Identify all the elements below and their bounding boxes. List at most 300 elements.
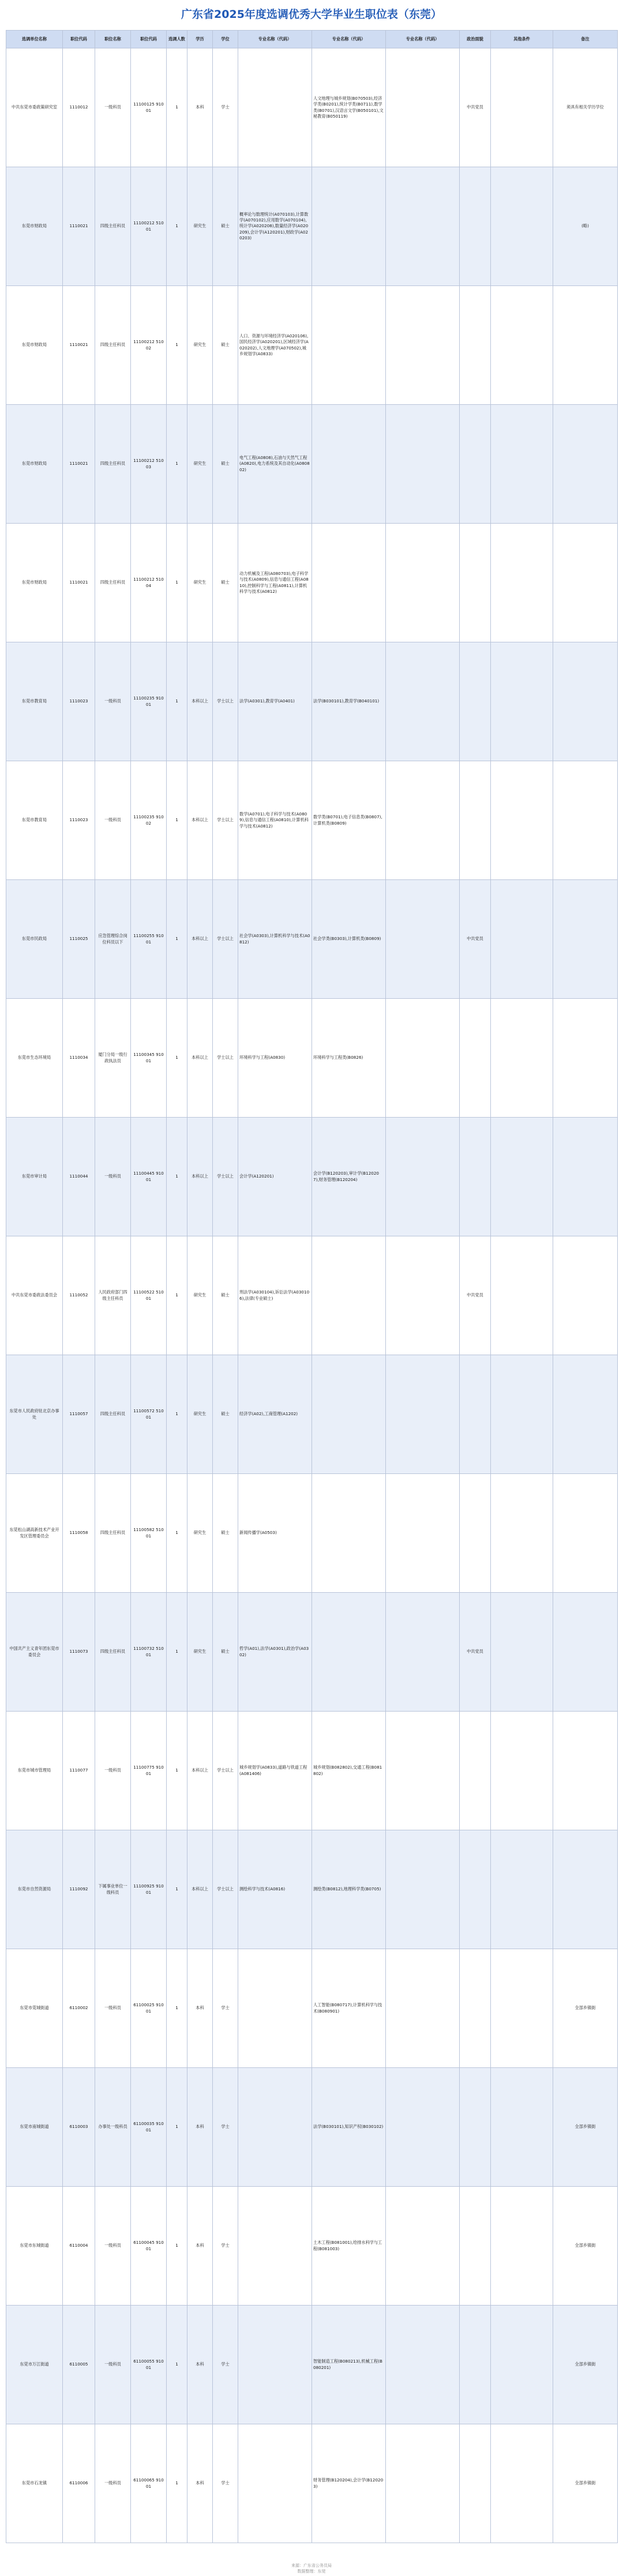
cell-m2: 法学(B030101),知识产权(B030102) — [312, 2068, 386, 2187]
cell-org: 东莞市城市管理局 — [6, 1712, 63, 1830]
cell-pos: 一级科员 — [95, 761, 131, 880]
cell-m1: 动力机械及工程(A080703),电子科学与技术(A0809),信息与通信工程(A0810),控制科学与工程(A0811),计算机科学与技术(A0812) — [238, 524, 312, 642]
table-row — [6, 167, 618, 286]
cell-code: 6110004 — [63, 2187, 95, 2306]
table-row — [6, 642, 618, 761]
cell-num: 1 — [167, 1474, 187, 1593]
cell-m2 — [312, 405, 386, 524]
cell-note — [553, 286, 618, 405]
table-row — [6, 2306, 618, 2424]
cell-org: 东莞市教育局 — [6, 761, 63, 880]
cell-pos: 四级主任科员 — [95, 1593, 131, 1712]
cell-m3 — [386, 880, 460, 999]
cell-num: 1 — [167, 1355, 187, 1474]
cell-code: 1110092 — [63, 1830, 95, 1949]
column-header: 专业名称（代码） — [386, 31, 460, 48]
cell-m3 — [386, 999, 460, 1118]
cell-edu: 研究生 — [187, 1355, 213, 1474]
cell-num: 1 — [167, 48, 187, 167]
cell-edu: 研究生 — [187, 1236, 213, 1355]
cell-note: 全部乡镇街 — [553, 2068, 618, 2187]
table-row — [6, 1949, 618, 2068]
cell-org: 东莞市财政局 — [6, 286, 63, 405]
cell-note — [553, 761, 618, 880]
table-row — [6, 1236, 618, 1355]
cell-deg: 学士 — [213, 2187, 238, 2306]
cell-m1 — [238, 2424, 312, 2543]
cell-m1 — [238, 2187, 312, 2306]
cell-pol — [460, 524, 491, 642]
cell-note — [553, 1830, 618, 1949]
footer — [0, 2563, 623, 2574]
cell-code: 1110058 — [63, 1474, 95, 1593]
cell-deg: 学士 — [213, 2306, 238, 2424]
cell-note — [553, 880, 618, 999]
cell-org: 东莞市财政局 — [6, 167, 63, 286]
cell-pol — [460, 2187, 491, 2306]
table-row — [6, 1593, 618, 1712]
cell-m2: 测绘类(B0812),地理科学类(B0705) — [312, 1830, 386, 1949]
cell-note — [553, 999, 618, 1118]
cell-pos: 一级科员 — [95, 1118, 131, 1236]
cell-poscode: 11100775 91001 — [131, 1712, 167, 1830]
cell-m2: 人工智能(B080717),计算机科学与技术(B080901) — [312, 1949, 386, 2068]
cell-other — [491, 1355, 553, 1474]
cell-org: 中国共产主义青年团东莞市委员会 — [6, 1593, 63, 1712]
cell-pos: 一级科员 — [95, 2424, 131, 2543]
cell-poscode: 61100055 91001 — [131, 2306, 167, 2424]
cell-edu: 本科以上 — [187, 999, 213, 1118]
cell-num: 1 — [167, 405, 187, 524]
cell-deg: 学士 — [213, 2068, 238, 2187]
cell-other — [491, 405, 553, 524]
positions-table — [6, 30, 618, 2543]
cell-poscode: 61100045 91001 — [131, 2187, 167, 2306]
cell-org: 东莞市自然资源局 — [6, 1830, 63, 1949]
cell-num: 1 — [167, 1593, 187, 1712]
cell-note — [553, 405, 618, 524]
cell-poscode: 11100445 91001 — [131, 1118, 167, 1236]
cell-deg: 学士以上 — [213, 1830, 238, 1949]
cell-org: 东莞市石龙镇 — [6, 2424, 63, 2543]
cell-num: 1 — [167, 1712, 187, 1830]
cell-deg: 学士以上 — [213, 999, 238, 1118]
cell-poscode: 11100582 51001 — [131, 1474, 167, 1593]
column-header: 职位名称 — [95, 31, 131, 48]
cell-m2 — [312, 167, 386, 286]
cell-m3 — [386, 48, 460, 167]
cell-org: 东莞市生态环境局 — [6, 999, 63, 1118]
table-row — [6, 999, 618, 1118]
cell-poscode: 61100025 91001 — [131, 1949, 167, 2068]
column-header: 选调单位名称 — [6, 31, 63, 48]
table-body — [6, 48, 618, 2543]
cell-m3 — [386, 2306, 460, 2424]
cell-pol: 中共党员 — [460, 880, 491, 999]
cell-pos: 一级科员 — [95, 642, 131, 761]
cell-m2: 社会学类(B0303),计算机类(B0809) — [312, 880, 386, 999]
cell-m3 — [386, 2187, 460, 2306]
cell-poscode: 11100572 51001 — [131, 1355, 167, 1474]
cell-note — [553, 1355, 618, 1474]
cell-code: 1110025 — [63, 880, 95, 999]
cell-code: 1110012 — [63, 48, 95, 167]
cell-pol — [460, 761, 491, 880]
cell-deg: 学士 — [213, 48, 238, 167]
cell-pol: 中共党员 — [460, 48, 491, 167]
cell-deg: 学士以上 — [213, 642, 238, 761]
cell-num: 1 — [167, 2306, 187, 2424]
cell-deg: 硕士 — [213, 167, 238, 286]
cell-code: 6110005 — [63, 2306, 95, 2424]
cell-poscode: 11100345 91001 — [131, 999, 167, 1118]
column-header: 学位 — [213, 31, 238, 48]
cell-m1: 城乡规划学(A0833),道路与铁道工程(A081406) — [238, 1712, 312, 1830]
cell-note — [553, 1593, 618, 1712]
cell-org: 东莞市审计局 — [6, 1118, 63, 1236]
cell-num: 1 — [167, 1830, 187, 1949]
cell-org: 东莞市财政局 — [6, 524, 63, 642]
cell-deg: 硕士 — [213, 524, 238, 642]
table-row — [6, 1712, 618, 1830]
cell-num: 1 — [167, 642, 187, 761]
cell-note: 全部乡镇街 — [553, 2187, 618, 2306]
cell-m2 — [312, 1593, 386, 1712]
cell-pol — [460, 286, 491, 405]
cell-other — [491, 1949, 553, 2068]
cell-other — [491, 1593, 553, 1712]
cell-edu: 本科以上 — [187, 880, 213, 999]
cell-other — [491, 999, 553, 1118]
cell-edu: 研究生 — [187, 167, 213, 286]
cell-other — [491, 1712, 553, 1830]
cell-other — [491, 2306, 553, 2424]
cell-m1: 环境科学与工程(A0830) — [238, 999, 312, 1118]
cell-deg: 学士以上 — [213, 761, 238, 880]
column-header: 专业名称（代码） — [238, 31, 312, 48]
footer-line: 来源：广东省公务员局 — [291, 2563, 332, 2568]
cell-m2 — [312, 524, 386, 642]
cell-m1: 测绘科学与技术(A0816) — [238, 1830, 312, 1949]
cell-pol: 中共党员 — [460, 1236, 491, 1355]
cell-pos: 下属事业单位一级科员 — [95, 1830, 131, 1949]
cell-deg: 学士以上 — [213, 1118, 238, 1236]
cell-code: 1110073 — [63, 1593, 95, 1712]
cell-org: 东莞市财政局 — [6, 405, 63, 524]
cell-m2: 财务管理(B120204),会计学(B120203) — [312, 2424, 386, 2543]
cell-edu: 本科 — [187, 2068, 213, 2187]
cell-other — [491, 1830, 553, 1949]
cell-m1: 刑法学(A030104),诉讼法学(A030106),法律(专业硕士) — [238, 1236, 312, 1355]
cell-m1: 经济学(A02),工商管理(A1202) — [238, 1355, 312, 1474]
cell-other — [491, 642, 553, 761]
cell-other — [491, 167, 553, 286]
table-row — [6, 524, 618, 642]
cell-note — [553, 1474, 618, 1593]
cell-m3 — [386, 1949, 460, 2068]
cell-poscode: 11100732 51001 — [131, 1593, 167, 1712]
cell-org: 东莞市南城街道 — [6, 2068, 63, 2187]
cell-num: 1 — [167, 1118, 187, 1236]
cell-pol — [460, 405, 491, 524]
cell-code: 1110052 — [63, 1236, 95, 1355]
column-header: 职位代码 — [63, 31, 95, 48]
cell-num: 1 — [167, 880, 187, 999]
cell-edu: 本科以上 — [187, 1712, 213, 1830]
cell-other — [491, 880, 553, 999]
table-row — [6, 1474, 618, 1593]
cell-m1: 社会学(A0303),计算机科学与技术(A0812) — [238, 880, 312, 999]
cell-num: 1 — [167, 999, 187, 1118]
cell-code: 6110006 — [63, 2424, 95, 2543]
cell-pos: 四级主任科员 — [95, 167, 131, 286]
cell-edu: 研究生 — [187, 524, 213, 642]
cell-note: 全部乡镇街 — [553, 2424, 618, 2543]
table-row — [6, 2068, 618, 2187]
cell-pos: 四级主任科员 — [95, 286, 131, 405]
cell-m3 — [386, 286, 460, 405]
cell-pol — [460, 1474, 491, 1593]
cell-org: 东莞市万江街道 — [6, 2306, 63, 2424]
cell-other — [491, 2187, 553, 2306]
cell-pos: 应急管理综合岗位科员以下 — [95, 880, 131, 999]
cell-code: 1110023 — [63, 642, 95, 761]
column-header: 备注 — [553, 31, 618, 48]
cell-edu: 研究生 — [187, 1593, 213, 1712]
cell-edu: 本科 — [187, 48, 213, 167]
cell-pos: 四级主任科员 — [95, 1355, 131, 1474]
table-row — [6, 1118, 618, 1236]
cell-pol — [460, 167, 491, 286]
cell-m2 — [312, 1355, 386, 1474]
cell-pos: 办事处一级科员 — [95, 2068, 131, 2187]
cell-m2: 城乡规划(B082802),交通工程(B081802) — [312, 1712, 386, 1830]
cell-num: 1 — [167, 1949, 187, 2068]
cell-deg: 硕士 — [213, 405, 238, 524]
cell-poscode: 11100212 51001 — [131, 167, 167, 286]
cell-num: 1 — [167, 2187, 187, 2306]
cell-pos: 厦门分局一级行政执法员 — [95, 999, 131, 1118]
cell-m2: 会计学(B120203),审计学(B120207),财务管理(B120204) — [312, 1118, 386, 1236]
cell-deg: 学士以上 — [213, 880, 238, 999]
cell-edu: 研究生 — [187, 1474, 213, 1593]
table-row — [6, 286, 618, 405]
cell-m2: 土木工程(B081001),给排水科学与工程(B081003) — [312, 2187, 386, 2306]
cell-poscode: 11100212 51004 — [131, 524, 167, 642]
cell-other — [491, 2424, 553, 2543]
cell-num: 1 — [167, 761, 187, 880]
cell-note — [553, 1118, 618, 1236]
cell-pol — [460, 2424, 491, 2543]
cell-num: 1 — [167, 2068, 187, 2187]
cell-m2: 智能制造工程(B080213),机械工程(B080201) — [312, 2306, 386, 2424]
cell-note — [553, 642, 618, 761]
cell-edu: 本科 — [187, 1949, 213, 2068]
cell-m1 — [238, 2306, 312, 2424]
cell-pos: 一级科员 — [95, 1712, 131, 1830]
cell-m3 — [386, 405, 460, 524]
table-row — [6, 48, 618, 167]
table-row — [6, 1355, 618, 1474]
cell-note — [553, 1712, 618, 1830]
cell-other — [491, 286, 553, 405]
cell-code: 1110021 — [63, 286, 95, 405]
cell-edu: 本科以上 — [187, 1118, 213, 1236]
cell-org: 中共东莞市委政策研究室 — [6, 48, 63, 167]
cell-other — [491, 1118, 553, 1236]
cell-m1: 概率论与数理统计(A070103),计算数学(A070102),应用数学(A070104),统计学(A020208),数量经济学(A020209),会计学(A120201),财政学(A020203) — [238, 167, 312, 286]
cell-m3 — [386, 524, 460, 642]
cell-m3 — [386, 1236, 460, 1355]
table-row — [6, 1830, 618, 1949]
table-row — [6, 761, 618, 880]
header-row — [6, 31, 618, 48]
table-row — [6, 2424, 618, 2543]
cell-deg: 硕士 — [213, 1236, 238, 1355]
cell-poscode: 61100065 91001 — [131, 2424, 167, 2543]
cell-pos: 一级科员 — [95, 48, 131, 167]
cell-edu: 本科以上 — [187, 761, 213, 880]
cell-org: 东莞松山湖高新技术产业开发区管理委员会 — [6, 1474, 63, 1593]
cell-pos: 四级主任科员 — [95, 524, 131, 642]
cell-pos: 四级主任科员 — [95, 405, 131, 524]
cell-pol — [460, 999, 491, 1118]
cell-deg: 硕士 — [213, 1593, 238, 1712]
cell-num: 1 — [167, 167, 187, 286]
cell-pol — [460, 642, 491, 761]
column-header: 学历 — [187, 31, 213, 48]
cell-code: 1110023 — [63, 761, 95, 880]
cell-m3 — [386, 2068, 460, 2187]
cell-edu: 本科以上 — [187, 642, 213, 761]
cell-edu: 本科 — [187, 2187, 213, 2306]
cell-m2 — [312, 1236, 386, 1355]
cell-pos: 一级科员 — [95, 2306, 131, 2424]
cell-note — [553, 524, 618, 642]
cell-m2 — [312, 1474, 386, 1593]
cell-poscode: 61100035 91001 — [131, 2068, 167, 2187]
cell-edu: 研究生 — [187, 286, 213, 405]
cell-code: 1110021 — [63, 167, 95, 286]
cell-m3 — [386, 761, 460, 880]
cell-poscode: 11100125 91001 — [131, 48, 167, 167]
cell-pos: 四级主任科员 — [95, 1474, 131, 1593]
cell-pos: 人民政府部门四级主任科员 — [95, 1236, 131, 1355]
cell-m2: 人文地理与城乡规划(B070503),经济学类(B0201),统计学类(B0711),数学类(B0701),汉语言文学(B050101),文秘教育(B050119) — [312, 48, 386, 167]
cell-org: 东莞市莞城街道 — [6, 1949, 63, 2068]
cell-pol — [460, 2068, 491, 2187]
table-row — [6, 405, 618, 524]
cell-code: 1110057 — [63, 1355, 95, 1474]
cell-m3 — [386, 2424, 460, 2543]
cell-note: 须具有相关学历学位 — [553, 48, 618, 167]
cell-org: 东莞市民政局 — [6, 880, 63, 999]
cell-pos: 一级科员 — [95, 1949, 131, 2068]
cell-code: 1110021 — [63, 524, 95, 642]
cell-org: 中共东莞市委政法委员会 — [6, 1236, 63, 1355]
cell-poscode: 11100212 51002 — [131, 286, 167, 405]
cell-note — [553, 1236, 618, 1355]
table-row — [6, 2187, 618, 2306]
cell-deg: 学士 — [213, 2424, 238, 2543]
cell-m3 — [386, 1830, 460, 1949]
cell-m1: 哲学(A01),法学(A0301),政治学(A0302) — [238, 1593, 312, 1712]
cell-note: (略) — [553, 167, 618, 286]
column-header: 政治面貌 — [460, 31, 491, 48]
cell-note: 全部乡镇街 — [553, 1949, 618, 2068]
cell-m3 — [386, 1593, 460, 1712]
cell-deg: 学士 — [213, 1949, 238, 2068]
cell-num: 1 — [167, 2424, 187, 2543]
cell-m2: 法学(B030101),教育学(B040101) — [312, 642, 386, 761]
cell-m1: 人口、资源与环境经济学(A020106),国民经济学(A020201),区域经济学(A020202),人文地理学(A070502),城乡规划学(A0833) — [238, 286, 312, 405]
cell-num: 1 — [167, 524, 187, 642]
cell-edu: 本科以上 — [187, 1830, 213, 1949]
cell-m1: 数学(A0701),电子科学与技术(A0809),信息与通信工程(A0810),计算机科学与技术(A0812) — [238, 761, 312, 880]
cell-m1: 电气工程(A0808),石油与天然气工程(A0820),电力系统及其自动化(A080802) — [238, 405, 312, 524]
cell-m3 — [386, 1474, 460, 1593]
cell-code: 1110077 — [63, 1712, 95, 1830]
cell-org: 东莞市人民政府驻北京办事处 — [6, 1355, 63, 1474]
cell-pos: 一级科员 — [95, 2187, 131, 2306]
cell-pol: 中共党员 — [460, 1593, 491, 1712]
cell-pol — [460, 1355, 491, 1474]
cell-poscode: 11100212 51003 — [131, 405, 167, 524]
cell-org: 东莞市教育局 — [6, 642, 63, 761]
cell-deg: 硕士 — [213, 286, 238, 405]
cell-other — [491, 524, 553, 642]
cell-code: 6110002 — [63, 1949, 95, 2068]
cell-num: 1 — [167, 286, 187, 405]
cell-pol — [460, 2306, 491, 2424]
cell-code: 1110021 — [63, 405, 95, 524]
cell-m3 — [386, 642, 460, 761]
cell-code: 1110044 — [63, 1118, 95, 1236]
footer-line: 数据整理：东莞 — [297, 2569, 326, 2574]
cell-m1: 新闻传播学(A0503) — [238, 1474, 312, 1593]
cell-poscode: 11100925 91001 — [131, 1830, 167, 1949]
cell-m3 — [386, 1712, 460, 1830]
cell-deg: 硕士 — [213, 1474, 238, 1593]
cell-m2: 环境科学与工程类(B0826) — [312, 999, 386, 1118]
cell-m3 — [386, 1355, 460, 1474]
cell-other — [491, 761, 553, 880]
cell-m3 — [386, 167, 460, 286]
page-title: 广东省2025年度选调优秀大学毕业生职位表（东莞） — [181, 8, 442, 21]
cell-m3 — [386, 1118, 460, 1236]
cell-code: 1110034 — [63, 999, 95, 1118]
cell-poscode: 11100235 91001 — [131, 642, 167, 761]
cell-pol — [460, 1118, 491, 1236]
cell-edu: 本科 — [187, 2306, 213, 2424]
cell-m2: 数学类(B0701),电子信息类(B0807),计算机类(B0809) — [312, 761, 386, 880]
cell-num: 1 — [167, 1236, 187, 1355]
cell-note: 全部乡镇街 — [553, 2306, 618, 2424]
cell-other — [491, 1236, 553, 1355]
cell-m2 — [312, 286, 386, 405]
cell-poscode: 11100255 91001 — [131, 880, 167, 999]
cell-poscode: 11100522 51001 — [131, 1236, 167, 1355]
cell-pol — [460, 1830, 491, 1949]
cell-edu: 本科 — [187, 2424, 213, 2543]
cell-deg: 硕士 — [213, 1355, 238, 1474]
cell-m1 — [238, 48, 312, 167]
cell-code: 6110003 — [63, 2068, 95, 2187]
cell-poscode: 11100235 91002 — [131, 761, 167, 880]
cell-m1: 会计学(A120201) — [238, 1118, 312, 1236]
column-header: 选调人数 — [167, 31, 187, 48]
table-row — [6, 880, 618, 999]
